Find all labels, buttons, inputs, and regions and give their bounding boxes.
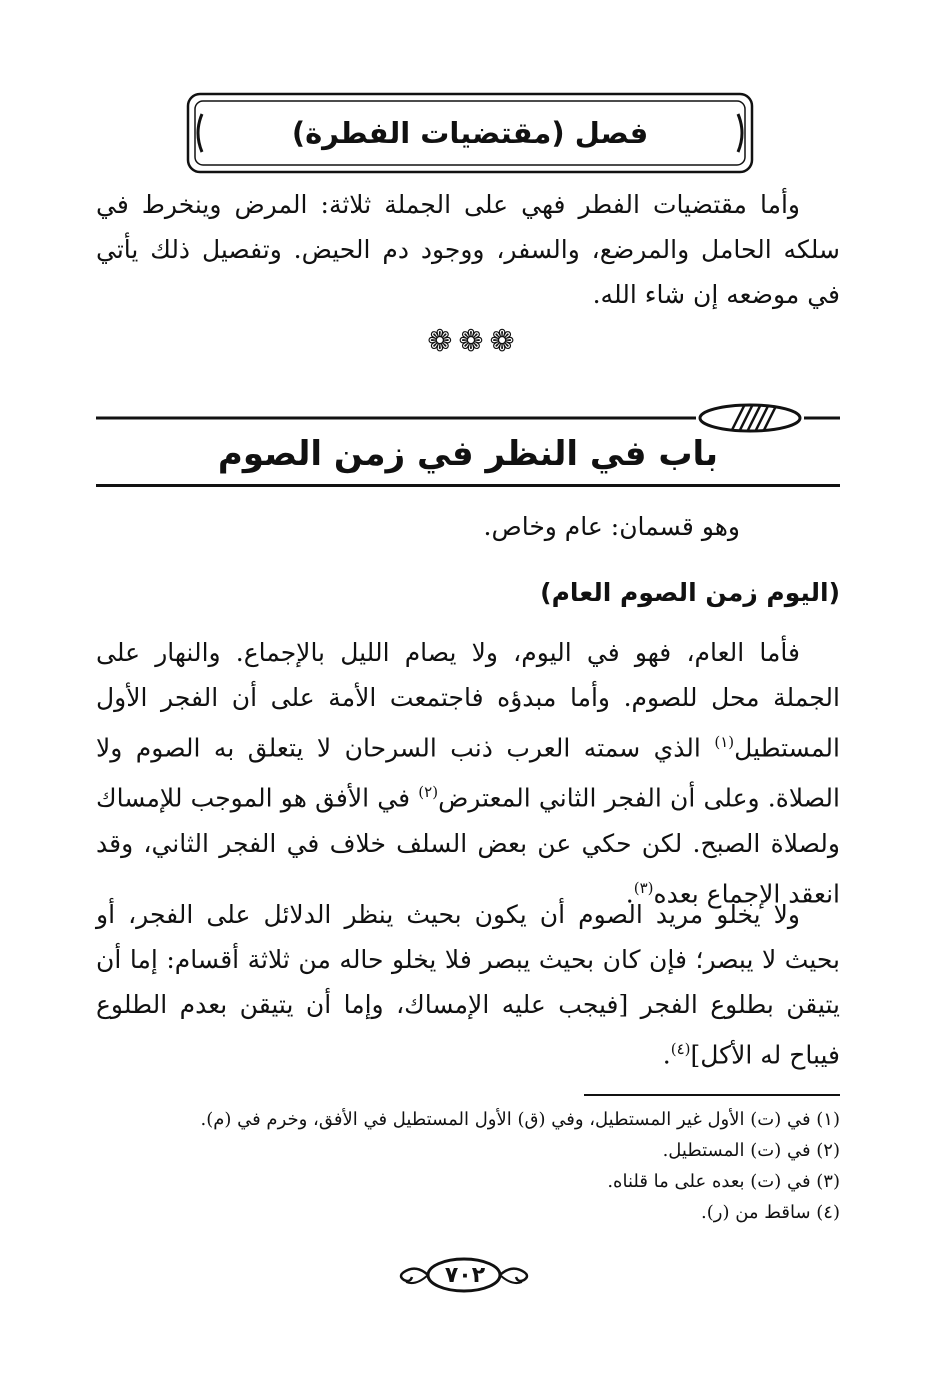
chapter-title: باب في النظر في زمن الصوم bbox=[217, 434, 719, 474]
paragraph-divisions-text: وهو قسمان: عام وخاص. bbox=[483, 512, 740, 541]
footnote-1: (١) في (ت) الأول غير المستطيل، وفي (ق) الأول المستطيل في الأفق، وخرم في (م). bbox=[200, 1109, 840, 1130]
subheading: (اليوم زمن الصوم العام) bbox=[540, 578, 840, 607]
page-number: ٧٠٢ bbox=[444, 1262, 486, 1288]
footnote-4: (٤) ساقط من (ر). bbox=[701, 1202, 840, 1223]
footnote-2: (٢) في (ت) المستطيل. bbox=[662, 1140, 840, 1161]
section-separator: ❁❁❁ bbox=[427, 324, 521, 359]
footnote-ref-3[interactable]: (٣) bbox=[633, 878, 654, 897]
paragraph-dawn-cases bbox=[96, 892, 840, 1077]
footnote-rule bbox=[584, 1094, 840, 1096]
p3-text-3: في الأفق هو الموجب للإمساك ولصلاة الصبح. لكن حكي عن بعض السلف خلاف في الفجر الثاني، وقد انعقد الإجماع بعده bbox=[96, 783, 840, 908]
paragraph-intro-text: وأما مقتضيات الفطر فهي على الجملة ثلاثة: المرض وينخرط في سلكه الحامل والمرضع، والسفر، ووجود دم الحيض. وتفصيل ذلك يأتي في موضعه إن شاء الله. bbox=[96, 190, 840, 309]
paragraph-intro bbox=[96, 182, 840, 317]
p4-text-2: . bbox=[662, 1040, 671, 1070]
paragraph-general-time bbox=[96, 630, 840, 916]
p3-text-1: فأما العام، فهو في اليوم، ولا يصام الليل بالإجماع. والنهار على الجملة محل للصوم. وأما مبدؤه فاجتمعت الأمة على أن الفجر الأول المستطيل bbox=[96, 638, 840, 763]
footnotes bbox=[96, 1104, 840, 1228]
chapter-rule bbox=[96, 484, 840, 487]
footnote-ref-4[interactable]: (٤) bbox=[670, 1040, 691, 1058]
footnote-ref-2[interactable]: (٢) bbox=[418, 783, 439, 802]
paragraph-divisions bbox=[96, 504, 780, 549]
p3-text-4: . bbox=[625, 878, 634, 908]
footnote-3: (٣) في (ت) بعده على ما قلناه. bbox=[607, 1171, 840, 1192]
footnote-ref-1[interactable]: (١) bbox=[714, 733, 735, 751]
section-title: فصل (مقتضيات الفطرة) bbox=[291, 116, 649, 150]
p4-text-1: ولا يخلو مريد الصوم أن يكون بحيث ينظر الدلائل على الفجر، أو بحيث لا يبصر؛ فإن كان بحيث يبصر فلا يخلو حاله من ثلاثة أقسام: إما أن يتيقن بطلوع الفجر [فيجب عليه الإمساك، وإما أن يتيقن بعدم الطلوع فيباح له الأكل] bbox=[96, 900, 840, 1070]
p3-text-2: الذي سمته العرب ذنب السرحان لا يتعلق به الصوم ولا الصلاة. وعلى أن الفجر الثاني المعترض bbox=[96, 733, 840, 813]
